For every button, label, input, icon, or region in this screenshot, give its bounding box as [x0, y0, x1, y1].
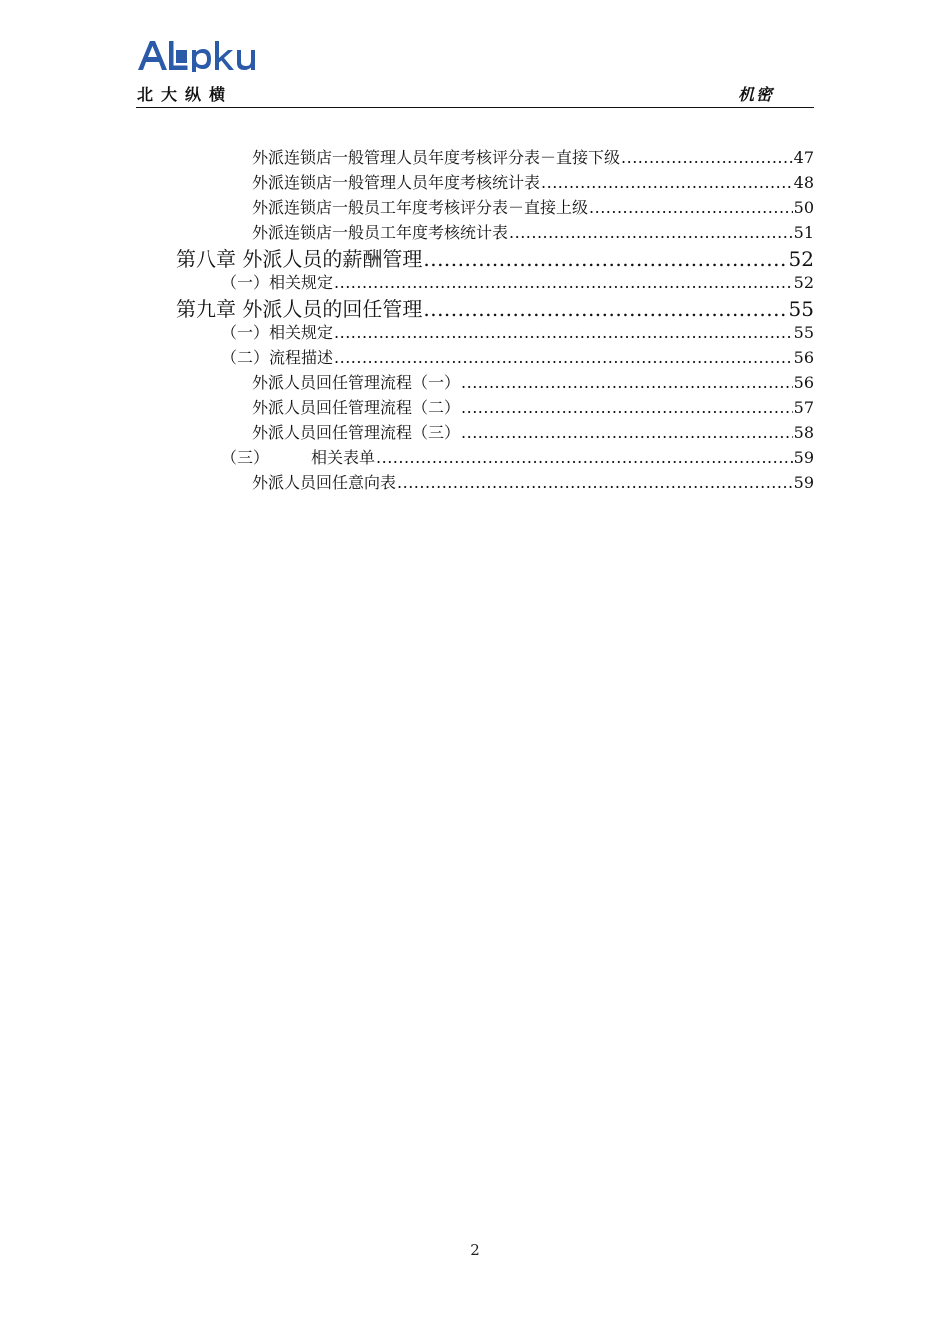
toc-entry-prefix: （三）: [221, 448, 270, 467]
toc-entry-title: （一）相关规定: [221, 323, 334, 342]
toc-entry-label: 相关表单: [311, 448, 376, 467]
toc-entry-title: 外派连锁店一般员工年度考核统计表: [252, 223, 509, 242]
toc-chapter-entry[interactable]: [176, 293, 814, 322]
toc-entry-title: （一）相关规定: [221, 273, 334, 292]
dot-leader: [397, 473, 793, 492]
toc-entry-title: 外派人员回任管理流程（一）: [252, 373, 461, 392]
toc-entry-page: 47: [793, 148, 814, 167]
toc-entry[interactable]: [252, 470, 814, 493]
toc-entry-page: 55: [793, 323, 814, 342]
alpku-logo: [136, 38, 266, 72]
toc-entry-title: 外派连锁店一般员工年度考核评分表－直接上级: [252, 198, 589, 217]
dot-leader: [334, 273, 793, 292]
dot-leader: [376, 448, 793, 467]
toc-entry-title: （二）流程描述: [221, 348, 334, 367]
toc-entry[interactable]: [221, 320, 814, 343]
dot-leader: [541, 173, 793, 192]
page-number: 2: [470, 1241, 480, 1259]
confidential-label: 机密: [738, 85, 775, 104]
dot-leader: [334, 348, 793, 367]
dot-leader: [589, 198, 793, 217]
toc-chapter-entry[interactable]: [176, 243, 814, 272]
toc-entry-page: 56: [793, 348, 814, 367]
dot-leader: [509, 223, 793, 242]
toc-entry-page: 48: [793, 173, 814, 192]
toc-entry[interactable]: [221, 445, 814, 468]
toc-entry-page: 58: [793, 423, 814, 442]
toc-entry-title: 第九章 外派人员的回任管理: [176, 297, 423, 321]
toc-entry-page: 52: [788, 247, 814, 271]
dot-leader: [461, 423, 793, 442]
toc-entry-page: 56: [793, 373, 814, 392]
toc-entry[interactable]: [252, 420, 814, 443]
dot-leader: [621, 148, 793, 167]
header-divider: [136, 107, 814, 108]
toc-entry[interactable]: [221, 270, 814, 293]
dot-leader: [423, 247, 787, 271]
toc-entry-page: 51: [793, 223, 814, 242]
toc-entry-title: 外派连锁店一般管理人员年度考核统计表: [252, 173, 541, 192]
toc-entry-title: 外派人员回任管理流程（三）: [252, 423, 461, 442]
toc-entry[interactable]: [252, 195, 814, 218]
toc-entry-title: 第八章 外派人员的薪酬管理: [176, 247, 423, 271]
toc-entry-title: 外派人员回任管理流程（二）: [252, 398, 461, 417]
toc-entry-page: 59: [793, 473, 814, 492]
dot-leader: [461, 373, 793, 392]
dot-leader: [461, 398, 793, 417]
toc-entry-page: 50: [793, 198, 814, 217]
dot-leader: [334, 323, 793, 342]
toc-entry[interactable]: [252, 145, 814, 168]
toc-entry-title: 外派人员回任意向表: [252, 473, 397, 492]
toc-entry-page: 55: [788, 297, 814, 321]
toc-entry[interactable]: [252, 370, 814, 393]
toc-entry[interactable]: [221, 345, 814, 368]
toc-entry-page: 52: [793, 273, 814, 292]
toc-entry[interactable]: [252, 170, 814, 193]
toc-entry-page: 57: [793, 398, 814, 417]
toc-entry-page: 59: [793, 448, 814, 467]
toc-entry[interactable]: [252, 395, 814, 418]
dot-leader: [423, 297, 787, 321]
toc-entry-title: 外派连锁店一般管理人员年度考核评分表－直接下级: [252, 148, 621, 167]
company-name: 北大纵横: [137, 85, 234, 104]
toc-entry[interactable]: [252, 220, 814, 243]
toc-entry-title: [221, 445, 375, 468]
